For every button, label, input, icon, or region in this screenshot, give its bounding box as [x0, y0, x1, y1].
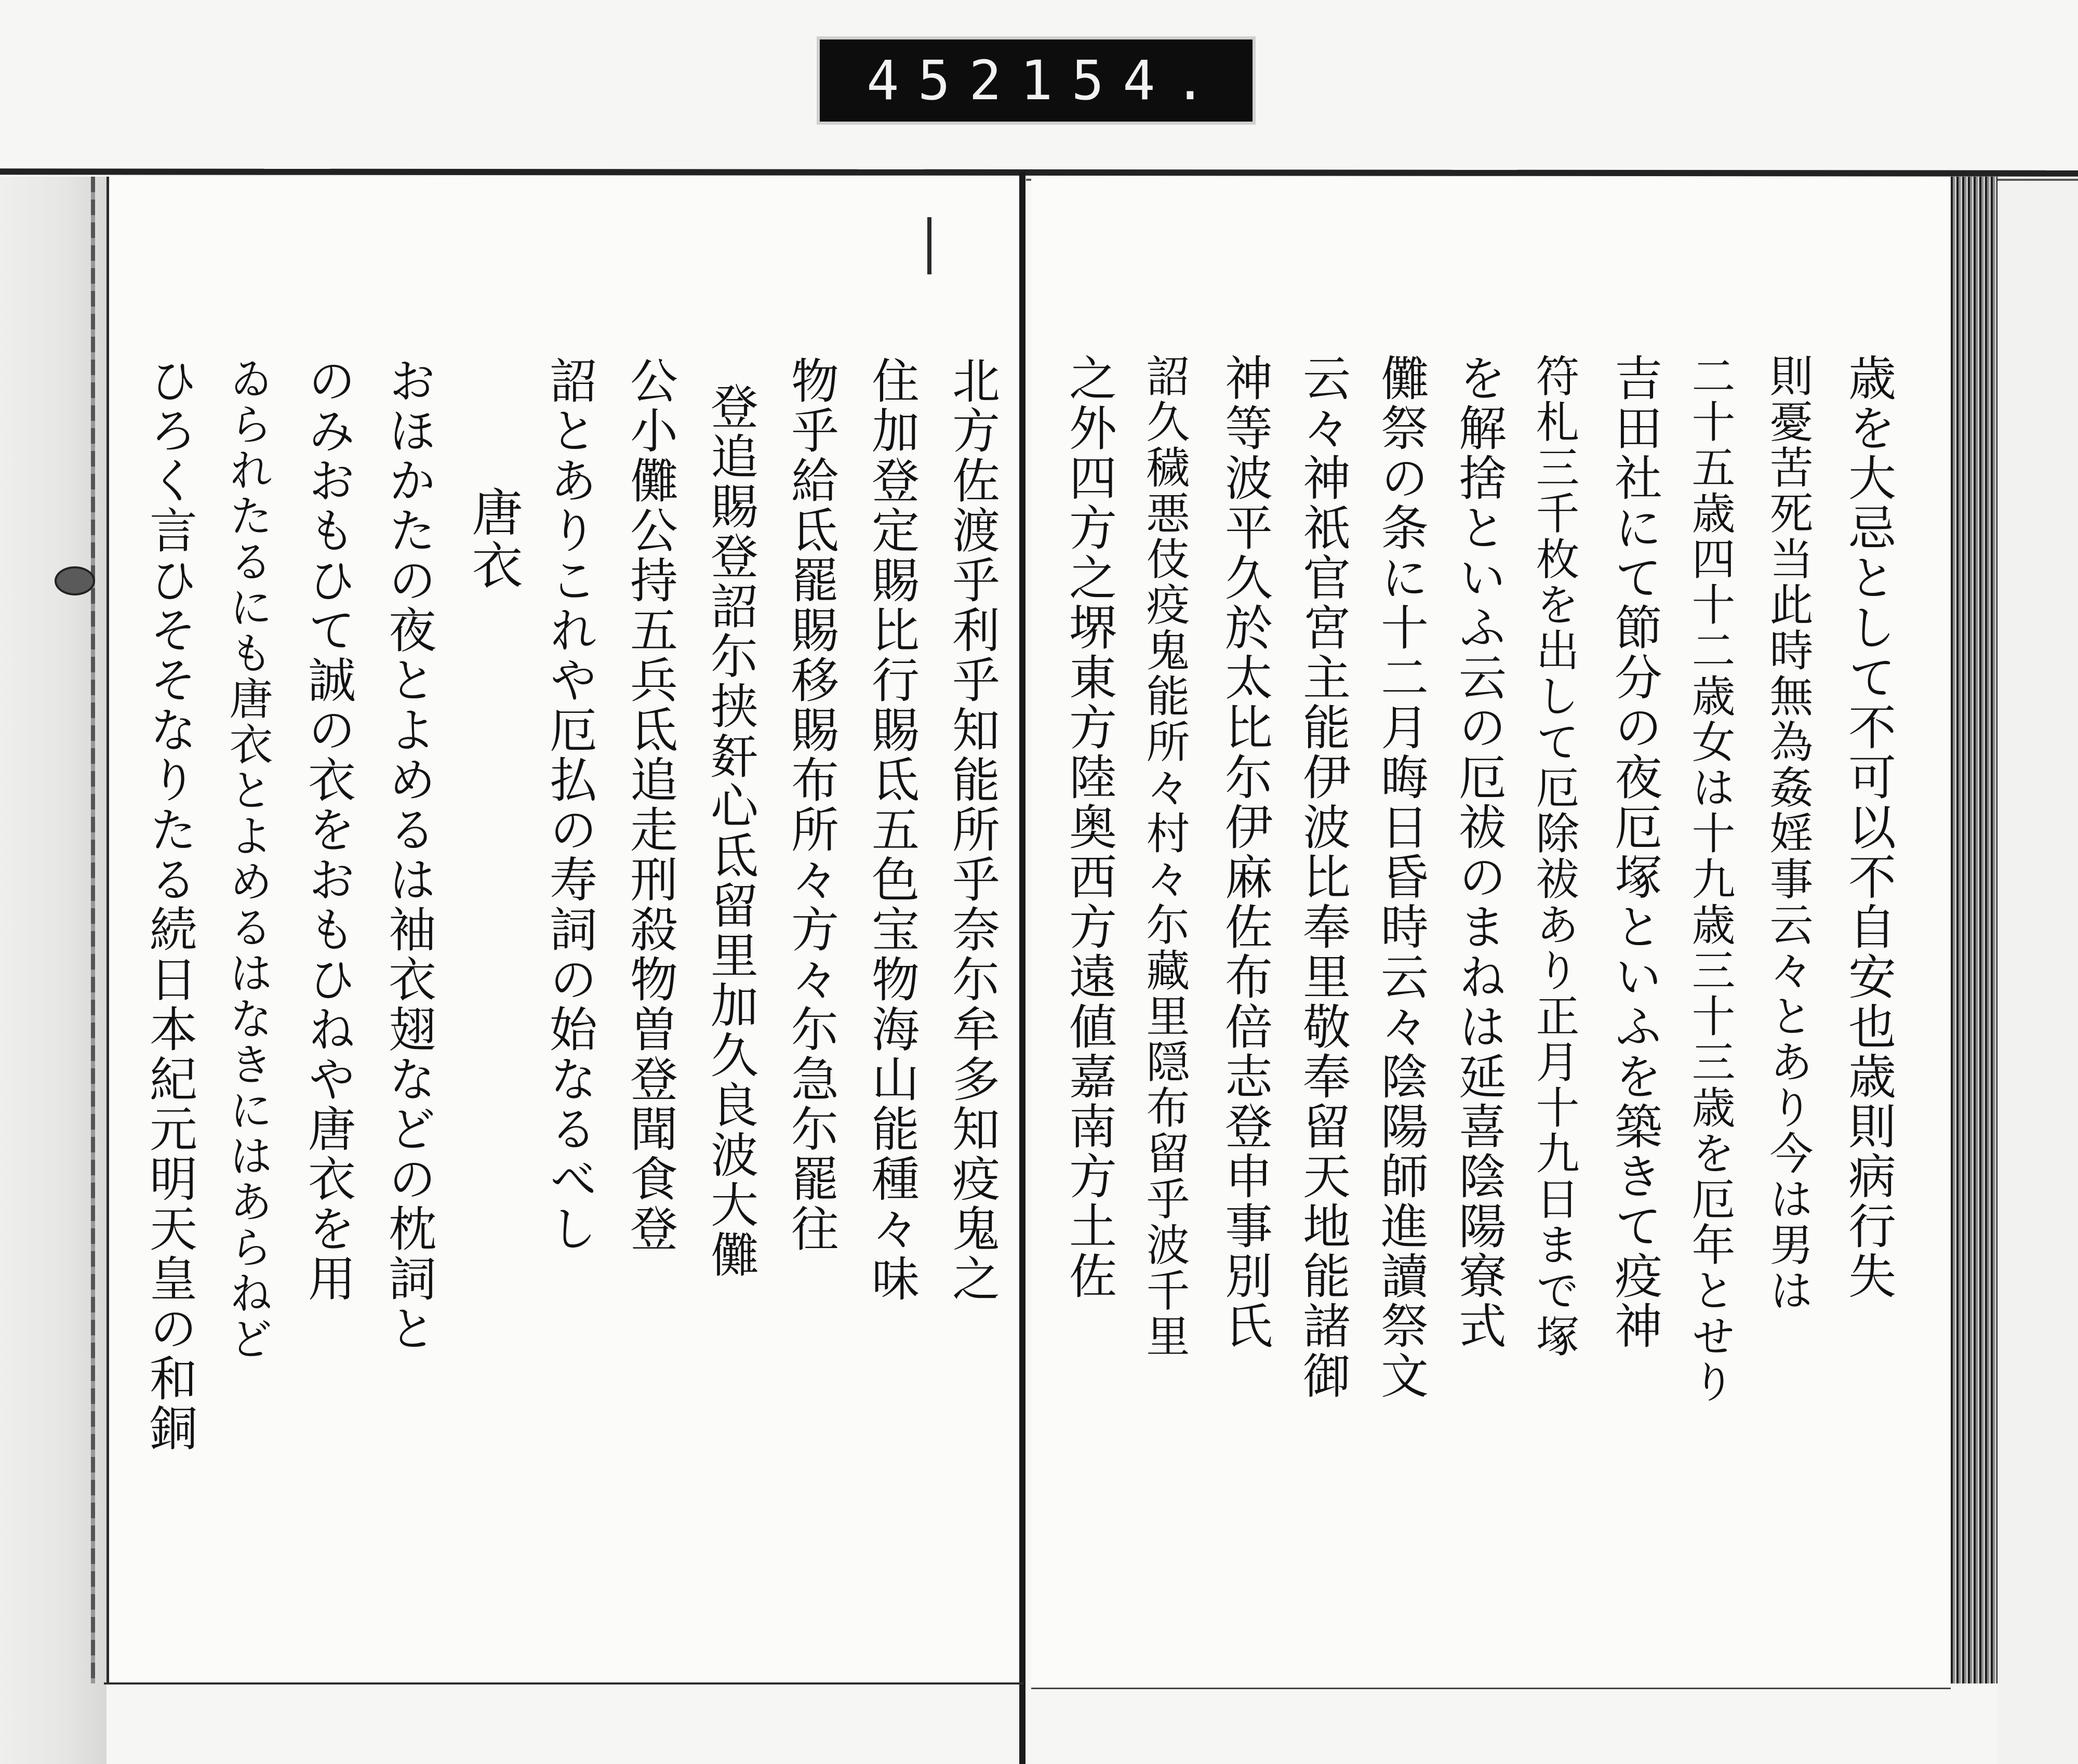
- right-page: [1031, 177, 1951, 1689]
- left-page-bottom-edge: [104, 1682, 1023, 1685]
- text-column: 詔とありこれや厄払の寿詞の始なるべし: [542, 356, 597, 1254]
- catalog-number-right: 154.: [1020, 49, 1226, 112]
- text-column: 公小儺公持五兵氐追走刑殺物曽登聞食登: [622, 356, 678, 1254]
- text-column: ゐられたるにも唐衣とよめるはなきにはあらねど: [222, 356, 273, 1362]
- text-column: 歳を大忌として不可以不自安也歳則病行失: [1841, 353, 1896, 1301]
- text-column: 登追賜登詔尓挟姧心氐留里加久良波大儺: [703, 382, 758, 1280]
- page-mark: [927, 217, 931, 274]
- text-column: 則憂苦死当此時無為姦婬事云々とあり今は男は: [1763, 353, 1814, 1314]
- left-binding-thread: [91, 177, 95, 1683]
- text-column: 之外四方之堺東方陸奥西方遠値嘉南方土佐: [1061, 353, 1117, 1301]
- text-column: 北方佐渡乎利乎知能所乎奈尓牟多知疫鬼之: [944, 356, 1000, 1304]
- catalog-number-left: 452: [867, 49, 1020, 112]
- text-column: 儺祭の条に十二月晦日昏時云々陰陽師進讀祭文: [1373, 353, 1429, 1401]
- right-page-bottom-edge: [1031, 1688, 1951, 1689]
- text-column: 物乎給氐罷賜移賜布所々方々尓急尓罷往: [783, 356, 839, 1254]
- text-column: 吉田社にて節分の夜厄塚といふを築きて疫神: [1607, 353, 1662, 1351]
- book-top-edge: [0, 168, 2078, 176]
- text-column: 符札三千枚を出して厄除祓あり正月十九日まで塚: [1529, 353, 1580, 1359]
- text-column: を解捨といふ云の厄祓のまねは延喜陰陽寮式: [1451, 353, 1507, 1351]
- text-column: ひろく言ひそそなりたる続日本紀元明天皇の和銅: [142, 356, 197, 1453]
- left-page: [106, 177, 1026, 1683]
- text-column: おほかたの夜とよめるは袖衣翅などの枕詞と: [381, 356, 436, 1354]
- text-column: 住加登定賜比行賜氐五色宝物海山能種々味: [864, 356, 920, 1304]
- book-gutter: [1019, 171, 1025, 1764]
- text-column: 二十五歳四十二歳女は十九歳三十三歳を厄年とせり: [1685, 353, 1736, 1405]
- text-column: 云々神祇官宮主能伊波比奉里敬奉留天地能諸御: [1295, 353, 1351, 1401]
- page-stack-edge: [1951, 177, 1997, 1683]
- text-column: 神等波平久於太比尓伊麻佐布倍志登申事別氏: [1217, 353, 1273, 1351]
- text-column: 詔久穢悪伎疫鬼能所々村々尓藏里隠布留乎波千里: [1139, 353, 1190, 1359]
- text-column: のみおもひて誠の衣をおもひねや唐衣を用: [300, 356, 356, 1304]
- binding-knot: [55, 566, 95, 595]
- section-heading: 唐衣: [463, 486, 523, 592]
- right-cover-edge: [1997, 181, 2078, 1764]
- catalog-label: [817, 36, 1256, 125]
